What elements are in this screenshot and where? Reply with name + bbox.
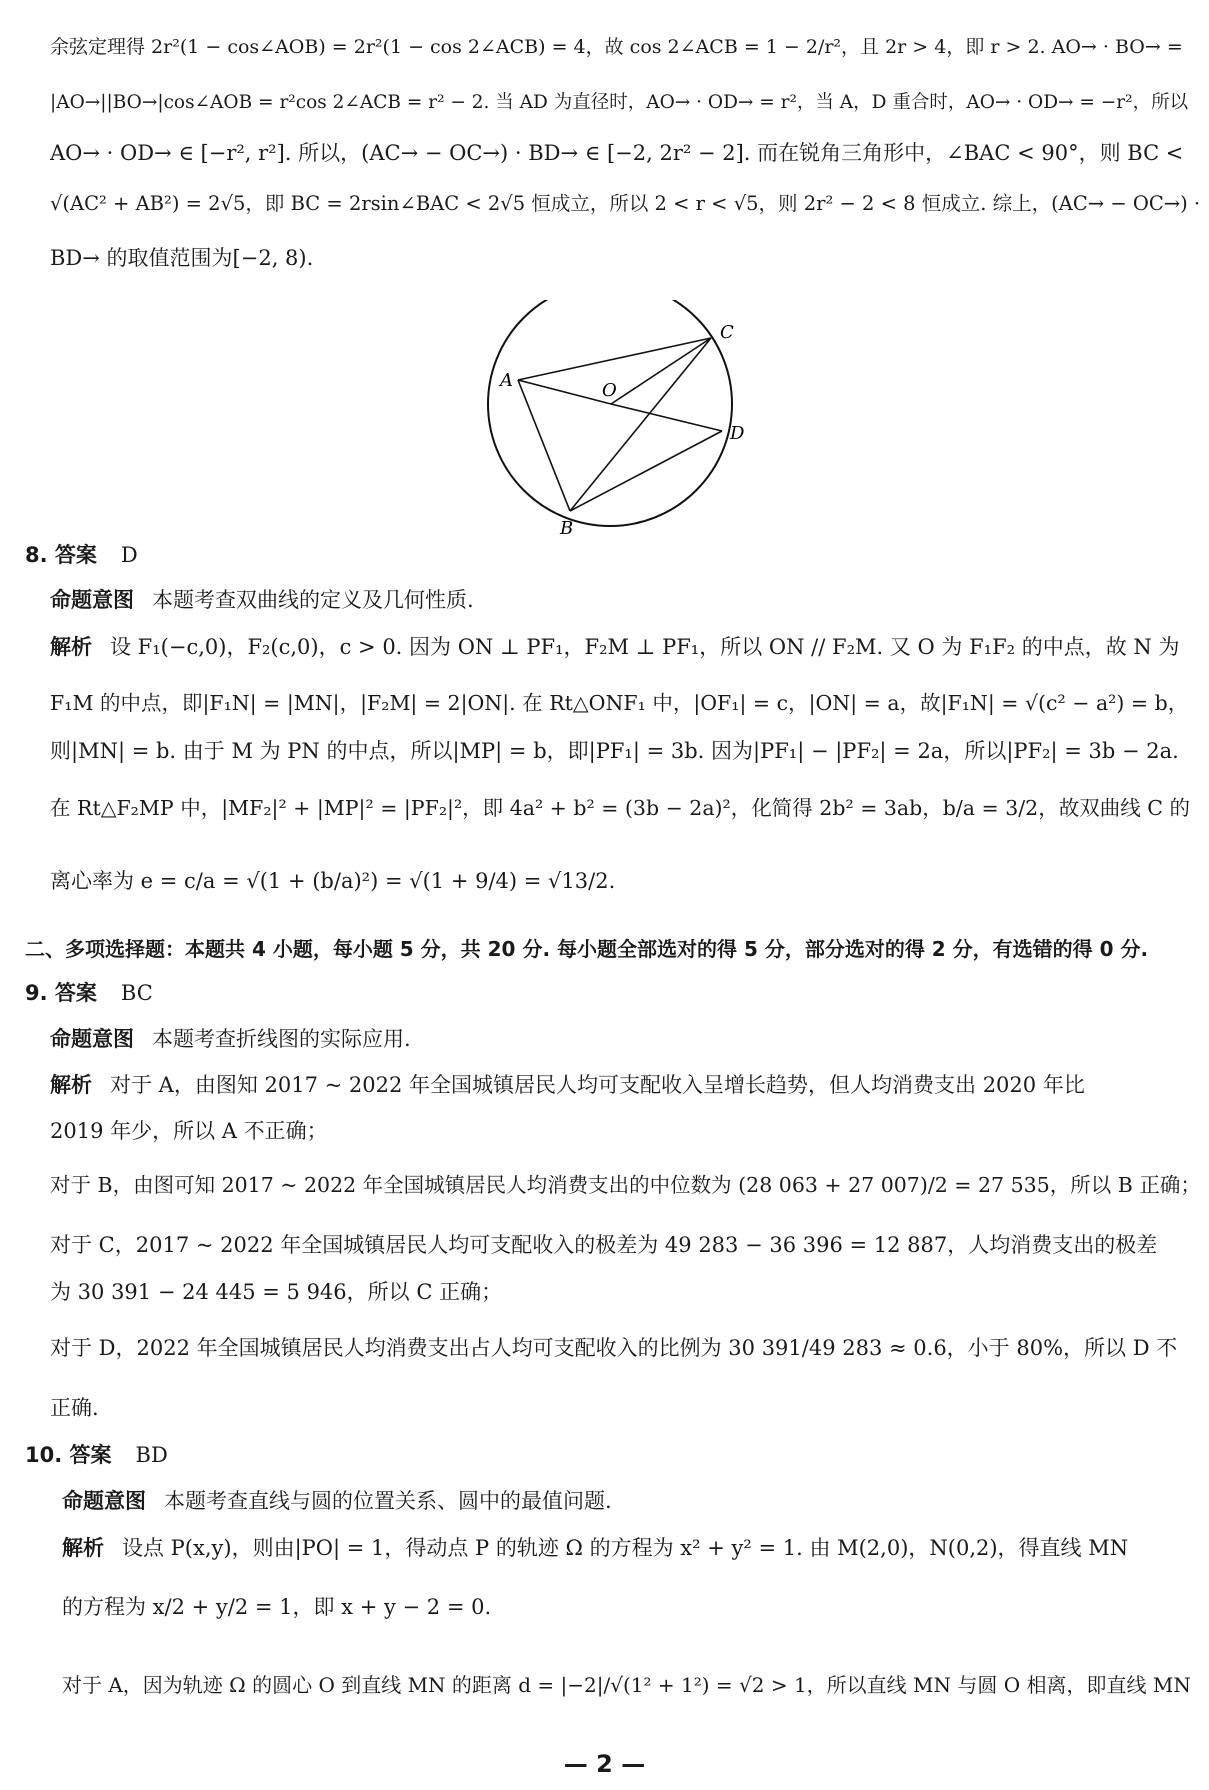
q10-intent-text: 本题考查直线与圆的位置关系、圆中的最值问题.	[164, 1489, 612, 1513]
q8-number: 8. 答案	[25, 543, 97, 567]
q10-analysis-label: 解析	[62, 1536, 104, 1560]
q10-header	[0, 1440, 1209, 1470]
q8-intent-label: 命题意图	[50, 588, 134, 612]
text-line: 对于 C，2017 ~ 2022 年全国城镇居民人均可支配收入的极差为 49 283 − 36 396 = 12 887，人均消费支出的极差	[50, 1233, 1158, 1257]
circle-diagram	[470, 300, 770, 540]
q9-analysis-line	[0, 1070, 1209, 1100]
text-line: 余弦定理得 2r²(1 − cos∠AOB) = 2r²(1 − cos 2∠ACB) = 4，故 cos 2∠ACB = 1 − 2/r²，且 2r > 4，即 r > 2. AO→ · BO→ =	[50, 36, 1183, 58]
text-line: 2019 年少，所以 A 不正确；	[50, 1119, 328, 1143]
q8-intent	[0, 585, 1209, 615]
segment-oc	[611, 338, 711, 404]
text-line: 离心率为 e = c/a = √(1 + (b/a)²) = √(1 + 9/4) = √13/2.	[50, 869, 616, 893]
label-a: A	[500, 370, 513, 391]
text-line: AO→ · OD→ ∈ [−r², r²]. 所以，(AC→ − OC→) · BD→ ∈ [−2, 2r² − 2]. 而在锐角三角形中，∠BAC < 90°，则 BC <	[50, 141, 1184, 165]
q10-answer: BD	[135, 1443, 168, 1467]
q10-analysis-line	[0, 1533, 1209, 1563]
q8-header	[0, 540, 1209, 570]
q9-intent	[0, 1024, 1209, 1054]
segment-od	[611, 404, 722, 431]
page-number: — 2 —	[563, 1750, 646, 1778]
label-d: D	[730, 423, 745, 444]
text-line: 对于 A，由图知 2017 ~ 2022 年全国城镇居民人均可支配收入呈增长趋势，但人均消费支出 2020 年比	[110, 1073, 1085, 1097]
text-line: 则|MN| = b. 由于 M 为 PN 的中点，所以|MP| = b，即|PF₁| = 3b. 因为|PF₁| − |PF₂| = 2a，所以|PF₂| = 3b − 2a.	[50, 739, 1179, 763]
circle	[488, 300, 732, 526]
q9-analysis-label: 解析	[50, 1073, 92, 1097]
text-line: 在 Rt△F₂MP 中，|MF₂|² + |MP|² = |PF₂|²，即 4a² + b² = (3b − 2a)²，化简得 2b² = 3ab，b/a = 3/2，故双曲线 C 的	[50, 796, 1190, 820]
q9-header	[0, 978, 1209, 1008]
text-line: BD→ 的取值范围为[−2, 8).	[50, 246, 314, 270]
q10-intent-label: 命题意图	[62, 1489, 146, 1513]
q10-intent	[0, 1486, 1209, 1516]
text-line: |AO→||BO→|cos∠AOB = r²cos 2∠ACB = r² − 2. 当 AD 为直径时，AO→ · OD→ = r²，当 A，D 重合时，AO→ · OD→ = −r²，所以	[50, 92, 1189, 113]
q8-answer: D	[120, 543, 138, 567]
label-c: C	[720, 322, 734, 343]
text-line: 正确.	[50, 1396, 99, 1420]
q10-number: 10. 答案	[25, 1443, 112, 1467]
text-line: 的方程为 x/2 + y/2 = 1，即 x + y − 2 = 0.	[62, 1595, 492, 1619]
text-line: 设 F₁(−c,0)，F₂(c,0)，c > 0. 因为 ON ⊥ PF₁，F₂M ⊥ PF₁，所以 ON // F₂M. 又 O 为 F₁F₂ 的中点，故 N 为	[110, 635, 1180, 659]
text-line: 设点 P(x,y)，则由|PO| = 1，得动点 P 的轨迹 Ω 的方程为 x² + y² = 1. 由 M(2,0)，N(0,2)，得直线 MN	[122, 1536, 1129, 1560]
label-b: B	[560, 518, 574, 539]
text-line: √(AC² + AB²) = 2√5，即 BC = 2rsin∠BAC < 2√5 恒成立，所以 2 < r < √5，则 2r² − 2 < 8 恒成立. 综上，(AC→ − OC→) ·	[50, 192, 1201, 215]
section-heading: 二、多项选择题：本题共 4 小题，每小题 5 分，共 20 分. 每小题全部选对的得 5 分，部分选对的得 2 分，有选错的得 0 分.	[25, 937, 1149, 961]
text-line: 对于 B，由图可知 2017 ~ 2022 年全国城镇居民人均消费支出的中位数为 (28 063 + 27 007)/2 = 27 535，所以 B 正确；	[50, 1173, 1201, 1197]
text-line: 对于 A，因为轨迹 Ω 的圆心 O 到直线 MN 的距离 d = |−2|/√(1² + 1²) = √2 > 1，所以直线 MN 与圆 O 相离，即直线 MN	[62, 1673, 1191, 1697]
label-o: O	[602, 380, 617, 401]
text-line: 为 30 391 − 24 445 = 5 946，所以 C 正确；	[50, 1280, 503, 1304]
text-line: 对于 D，2022 年全国城镇居民人均消费支出占人均可支配收入的比例为 30 391/49 283 ≈ 0.6，小于 80%，所以 D 不	[50, 1336, 1178, 1360]
q8-analysis-line	[0, 632, 1209, 662]
q9-intent-text: 本题考查折线图的实际应用.	[152, 1027, 411, 1051]
q8-analysis-label: 解析	[50, 635, 92, 659]
segment-bd	[570, 431, 722, 511]
q9-answer: BC	[120, 981, 153, 1005]
q9-number: 9. 答案	[25, 981, 97, 1005]
segment-ao	[518, 380, 611, 404]
q9-intent-label: 命题意图	[50, 1027, 134, 1051]
text-line: F₁M 的中点，即|F₁N| = |MN|，|F₂M| = 2|ON|. 在 Rt△ONF₁ 中，|OF₁| = c，|ON| = a，故|F₁N| = √(c² − a²) = b，	[50, 691, 1189, 715]
q8-intent-text: 本题考查双曲线的定义及几何性质.	[152, 588, 474, 612]
